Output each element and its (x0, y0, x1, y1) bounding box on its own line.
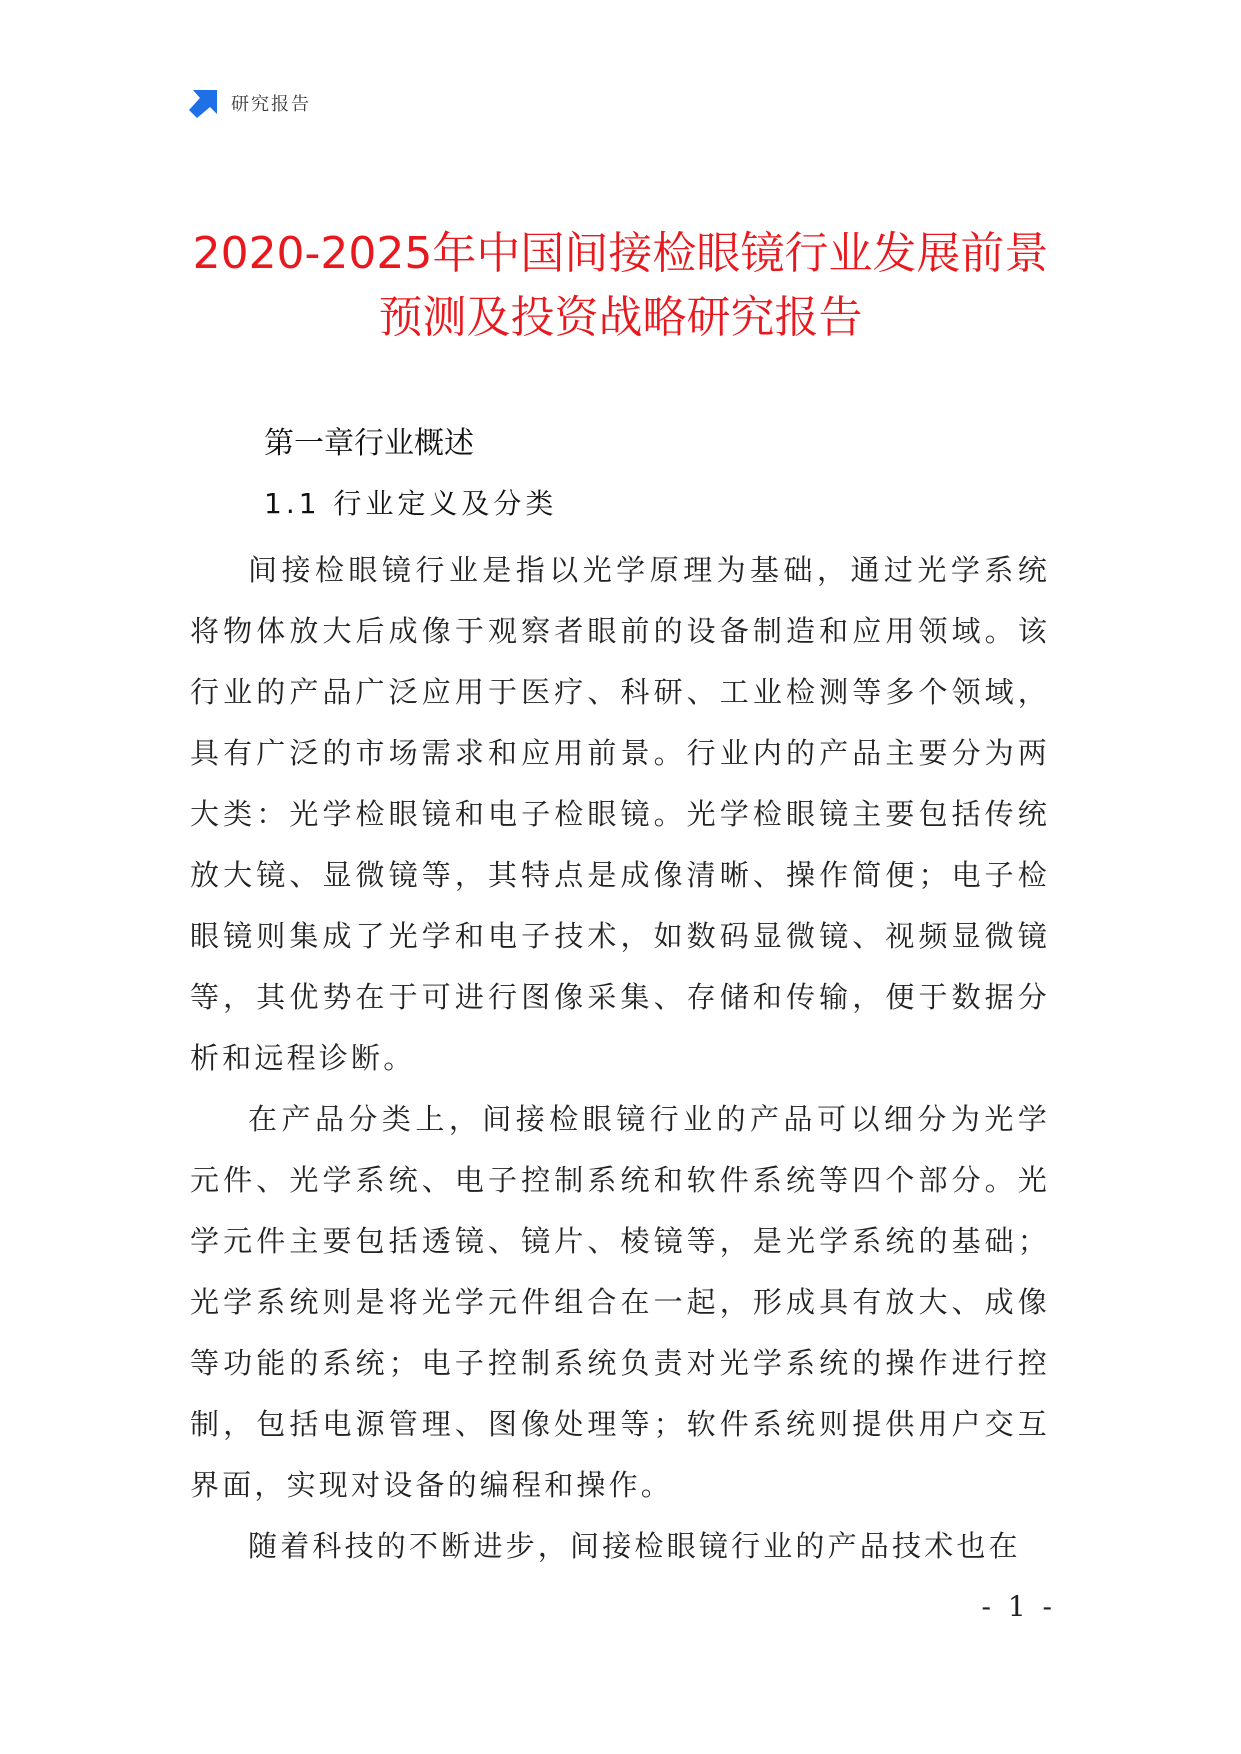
paragraph: 随着科技的不断进步，间接检眼镜行业的产品技术也在 (248, 1529, 1021, 1563)
header-label: 研究报告 (231, 94, 311, 115)
title-line-2: 预测及投资战略研究报告 (378, 292, 863, 343)
document-title (150, 222, 1091, 350)
page-number: - 1 - (981, 1590, 1056, 1623)
chapter-heading: 第一章行业概述 (264, 426, 474, 461)
title-line-1: 2020-2025年中国间接检眼镜行业发展前景 (192, 228, 1049, 279)
paragraph: 在产品分类上，间接检眼镜行业的产品可以细分为光学元件、光学系统、电子控制系统和软件系统等四个部分。光学元件主要包括透镜、镜片、棱镜等，是光学系统的基础；光学系统则是将光学元件组合在一起，形成具有放大、成像等功能的系统；电子控制系统负责对光学系统的操作进行控制，包括电源管理、图像处理等；软件系统则提供用户交互界面，实现对设备的编程和操作。 (190, 1102, 1050, 1502)
report-header (189, 88, 311, 118)
body-text (190, 540, 1050, 1577)
section-heading: 1.1 行业定义及分类 (264, 487, 558, 520)
arrow-up-right-icon (189, 88, 219, 118)
paragraph: 间接检眼镜行业是指以光学原理为基础，通过光学系统将物体放大后成像于观察者眼前的设备制造和应用领域。该行业的产品广泛应用于医疗、科研、工业检测等多个领域，具有广泛的市场需求和应用前景。行业内的产品主要分为两大类：光学检眼镜和电子检眼镜。光学检眼镜主要包括传统放大镜、显微镜等，其特点是成像清晰、操作简便；电子检眼镜则集成了光学和电子技术，如数码显微镜、视频显微镜等，其优势在于可进行图像采集、存储和传输，便于数据分析和远程诊断。 (190, 553, 1050, 1075)
